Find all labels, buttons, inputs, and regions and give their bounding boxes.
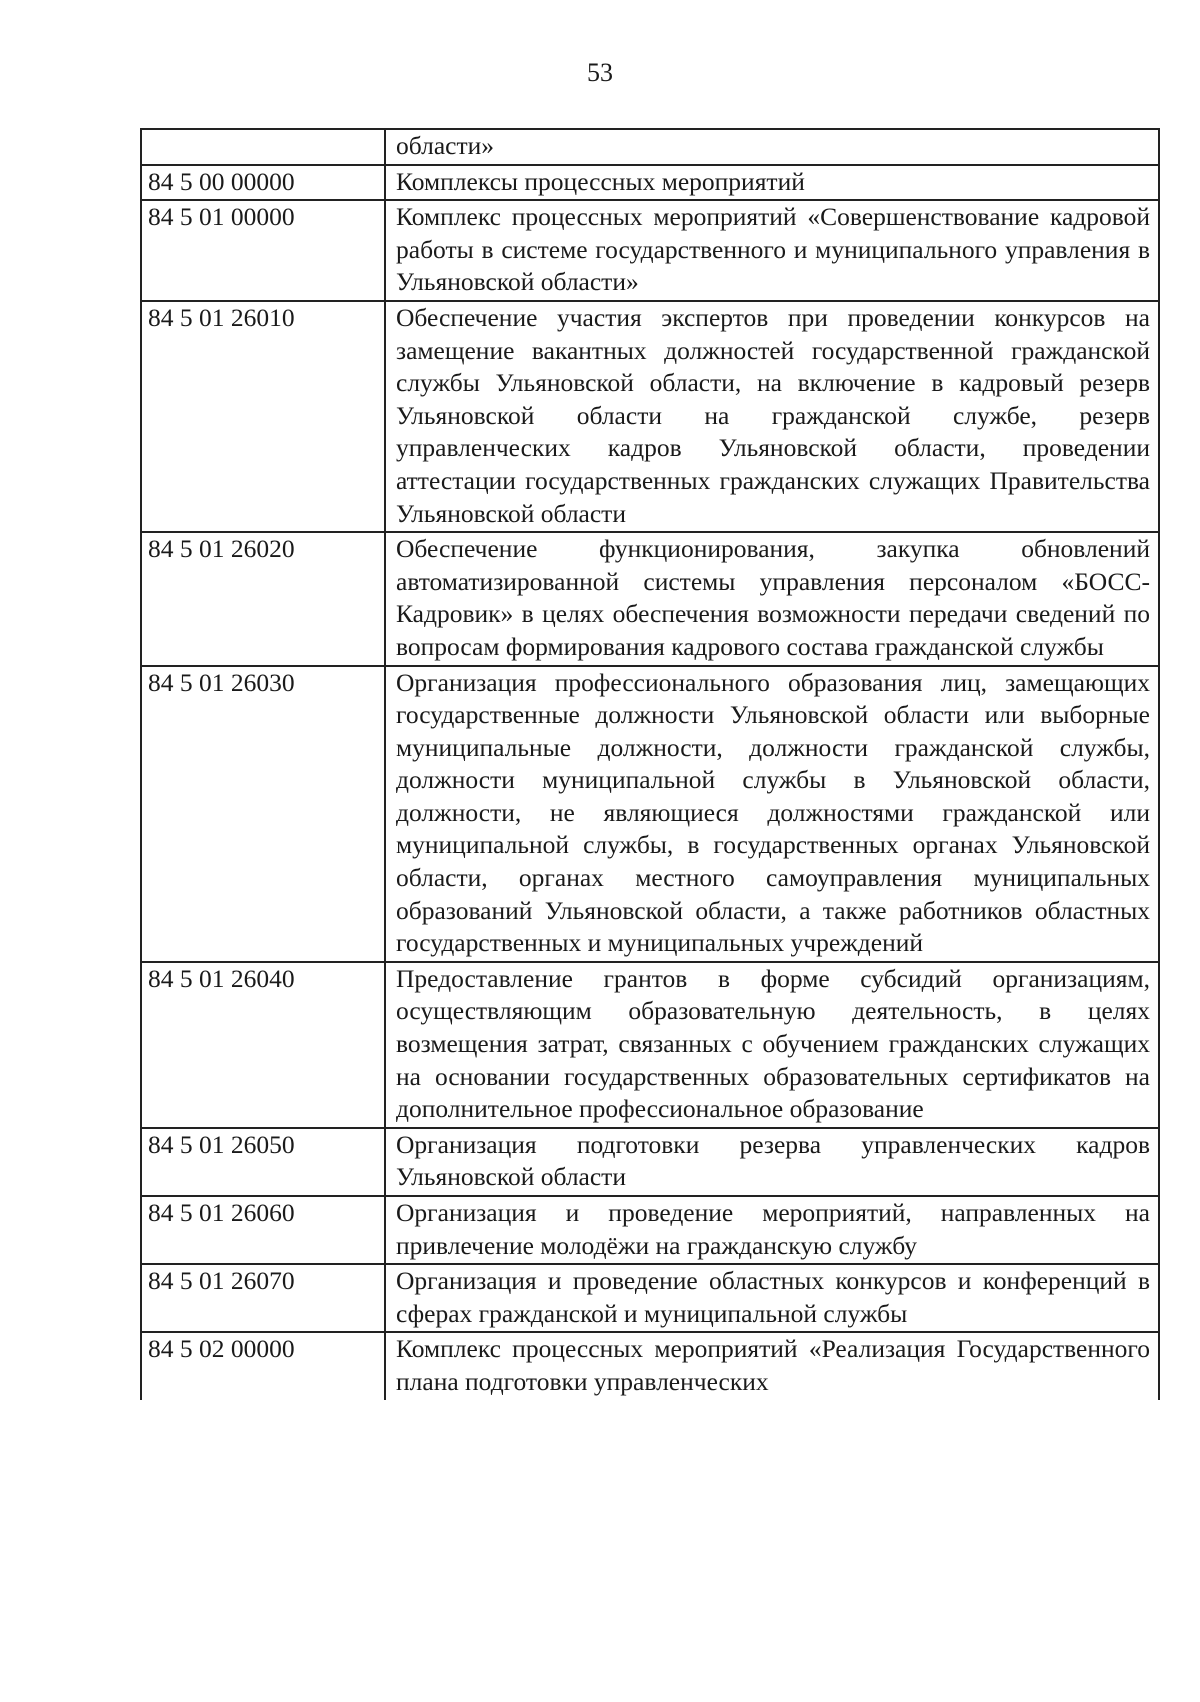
row-description: Организация и проведение областных конкурсов и конференций в сферах гражданской и муниципальной службы bbox=[385, 1264, 1159, 1332]
table-row bbox=[141, 1128, 1159, 1196]
row-code: 84 5 01 26050 bbox=[141, 1128, 385, 1196]
row-code: 84 5 01 26010 bbox=[141, 301, 385, 532]
budget-classification-table bbox=[140, 128, 1160, 1400]
row-description: Обеспечение функционирования, закупка обновлений автоматизированной системы управления персоналом «БОСС-Кадровик» в целях обеспечения возможности передачи сведений по вопросам формирования кадрового состава гражданской службы bbox=[385, 532, 1159, 665]
row-code: 84 5 02 00000 bbox=[141, 1332, 385, 1399]
row-code: 84 5 01 26030 bbox=[141, 666, 385, 962]
row-code: 84 5 01 26070 bbox=[141, 1264, 385, 1332]
table-row bbox=[141, 962, 1159, 1128]
row-description: Комплексы процессных мероприятий bbox=[385, 165, 1159, 201]
table-row bbox=[141, 1332, 1159, 1399]
table-row bbox=[141, 532, 1159, 665]
row-description: Предоставление грантов в форме субсидий организациям, осуществляющим образовательную деятельность, в целях возмещения затрат, связанных с обучением гражданских служащих на основании государственных образовательных сертификатов на дополнительное профессиональное образование bbox=[385, 962, 1159, 1128]
row-code: 84 5 01 00000 bbox=[141, 200, 385, 301]
table-row bbox=[141, 129, 1159, 165]
row-code: 84 5 01 26060 bbox=[141, 1196, 385, 1264]
row-code: 84 5 00 00000 bbox=[141, 165, 385, 201]
row-description: Обеспечение участия экспертов при проведении конкурсов на замещение вакантных должностей государственной гражданской службы Ульяновской области, на включение в кадровый резерв Ульяновской области на гражданской службе, резерв управленческих кадров Ульяновской области, проведении аттестации государственных гражданских служащих Правительства Ульяновской области bbox=[385, 301, 1159, 532]
table-row bbox=[141, 666, 1159, 962]
row-description: Комплекс процессных мероприятий «Совершенствование кадровой работы в системе государственного и муниципального управления в Ульяновской области» bbox=[385, 200, 1159, 301]
table-row bbox=[141, 200, 1159, 301]
table-row bbox=[141, 1196, 1159, 1264]
row-description: Организация профессионального образования лиц, замещающих государственные должности Ульяновской области или выборные муниципальные должности, должности гражданской службы, должности муниципальной службы в Ульяновской области, должности, не являющиеся должностями гражданской или муниципальной службы, в государственных органах Ульяновской области, органах местного самоуправления муниципальных образований Ульяновской области, а также работников областных государственных и муниципальных учреждений bbox=[385, 666, 1159, 962]
table-row bbox=[141, 165, 1159, 201]
row-code: 84 5 01 26020 bbox=[141, 532, 385, 665]
table-row bbox=[141, 1264, 1159, 1332]
row-description: области» bbox=[385, 129, 1159, 165]
row-description: Организация и проведение мероприятий, направленных на привлечение молодёжи на гражданскую службу bbox=[385, 1196, 1159, 1264]
row-code bbox=[141, 129, 385, 165]
row-description: Организация подготовки резерва управленческих кадров Ульяновской области bbox=[385, 1128, 1159, 1196]
row-code: 84 5 01 26040 bbox=[141, 962, 385, 1128]
table-row bbox=[141, 301, 1159, 532]
page-number: 53 bbox=[587, 58, 613, 87]
row-description: Комплекс процессных мероприятий «Реализация Государственного плана подготовки управленческих bbox=[385, 1332, 1159, 1399]
